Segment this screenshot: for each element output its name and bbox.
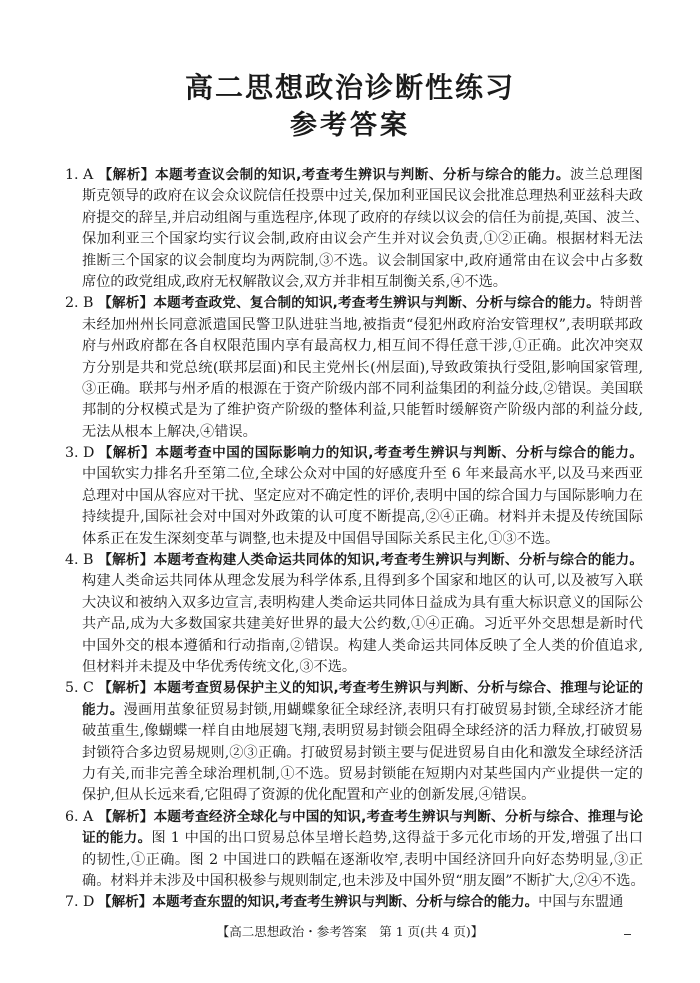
answer-line (65, 272, 643, 293)
analysis-heading: 【解析】本题考查构建人类命运共同体的知识,考查考生辨识与判断、分析与综合的能力。 (98, 552, 643, 569)
answer-label: 2. B (65, 295, 94, 312)
answer-line (65, 486, 643, 507)
answer-line (65, 315, 643, 336)
analysis-text: 中国软实力排名升至第二位,全球公众对中国的好感度升至 6 年来最高水平,以及马来西亚 (82, 466, 643, 483)
page-mark (624, 934, 631, 935)
answer-line (65, 186, 643, 207)
answer-line (65, 464, 643, 485)
analysis-heading: 能力。 (82, 701, 124, 718)
answer-line (65, 807, 643, 828)
analysis-text: 总理对中国从容应对干扰、坚定应对不确定性的评价,表明中国的综合国力与国际影响力在 (82, 487, 643, 504)
analysis-text: 无法从根本上解决,④错误。 (82, 423, 257, 440)
analysis-heading: 【解析】本题考查东盟的知识,考查考生辨识与判断、分析与综合的能力。 (98, 894, 539, 911)
answer-line (65, 507, 643, 528)
analysis-heading: 【解析】本题考查政党、复合制的知识,考查考生辨识与判断、分析与综合的能力。 (98, 295, 601, 312)
answer-line (65, 251, 643, 272)
analysis-text: 中国外交的根本遵循和行动指南,②错误。构建人类命运共同体反映了全人类的价值追求, (82, 637, 643, 654)
analysis-text: 但材料并未提及中华优秀传统文化,③不选。 (82, 658, 357, 675)
answer-item (65, 165, 649, 293)
analysis-heading: 【解析】本题考查中国的国际影响力的知识,考查考生辨识与判断、分析与综合的能力。 (98, 445, 643, 462)
answer-line (65, 400, 643, 421)
analysis-text: 的韧性,①正确。图 2 中国进口的跌幅在逐渐收窄,表明中国经济回升向好态势明显,③正 (82, 851, 643, 868)
answer-item (65, 293, 643, 443)
answer-line (65, 657, 643, 678)
answer-line (65, 358, 643, 379)
analysis-text: 中国与东盟通 (538, 894, 624, 911)
analysis-text: 体系正在发生深刻变革与调整,也未提及中国倡导国际关系民主化,①③不选。 (82, 530, 560, 547)
answer-line (65, 443, 643, 464)
answer-line (65, 529, 643, 550)
analysis-text: 特朗普 (600, 295, 643, 312)
answer-line (65, 293, 643, 314)
answer-line (65, 336, 643, 357)
answer-label: 3. D (65, 445, 95, 462)
answer-line (65, 871, 643, 892)
analysis-heading: 【解析】本题考查经济全球化与中国的知识,考查考生辨识与判断、分析与综合、推理与论 (98, 808, 643, 825)
analysis-text: 斯克领导的政府在议会众议院信任投票中过关,保加利亚国民议会批准总理热利亚兹科夫政 (82, 188, 643, 205)
analysis-text: 持续提升,国际社会对中国对外政策的认可度不断提高,②④正确。材料并未提及传统国际 (82, 509, 643, 526)
analysis-text: 共产品,成为大多数国家共建美好世界的最大公约数,①④正确。习近平外交思想是新时代 (82, 616, 643, 633)
analysis-text: 图 1 中国的出口贸易总体呈增长趋势,这得益于多元化市场的开发,增强了出口 (151, 830, 643, 847)
analysis-text: ③正确。联邦与州矛盾的根源在于资产阶级内部不同利益集团的利益分歧,②错误。美国联 (82, 380, 643, 397)
analysis-text: 府提交的辞呈,并启动组阁与重选程序,体现了政府的存续以议会的信任为前提,英国、波兰、 (82, 209, 649, 226)
answer-line (65, 636, 643, 657)
answer-line (65, 422, 643, 443)
answer-label: 5. C (65, 680, 94, 697)
analysis-text: 波兰总理图 (569, 167, 643, 183)
analysis-text: 漫画用茧象征贸易封锁,用蝴蝶象征全球经济,表明只有打破贸易封锁,全球经济才能 (123, 701, 643, 718)
answer-line (65, 743, 643, 764)
answer-line (65, 614, 643, 635)
answer-line (65, 850, 643, 871)
answer-item (65, 550, 643, 678)
answer-list (65, 165, 649, 914)
answer-line (65, 571, 643, 592)
answer-line (65, 785, 643, 806)
answer-item (65, 892, 643, 913)
answer-line (65, 165, 643, 186)
document-title: 高二思想政治诊断性练习 (184, 71, 515, 104)
analysis-text: 保护,但从长远来看,它阻碍了资源的优化配置和产业的创新发展,④错误。 (82, 787, 536, 804)
document-subtitle: 参考答案 (290, 110, 410, 141)
page-footer: 【高二思想政治・参考答案 第 1 页(共 4 页)】 (216, 924, 484, 939)
answer-item (65, 443, 643, 550)
analysis-text: 邦制的分权模式是为了维护资产阶级的整体利益,只能暂时缓解资产阶级内部的利益分歧, (82, 402, 643, 419)
analysis-text: 封锁符合多边贸易规则,②③正确。打破贸易封锁主要与促进贸易自由化和激发全球经济活 (82, 744, 643, 761)
analysis-text: 破茧重生,像蝴蝶一样自由地展翅飞翔,表明贸易封锁会阻碍全球经济的活力释放,打破贸易 (82, 723, 643, 740)
answer-line (65, 229, 643, 250)
answer-line (65, 764, 643, 785)
analysis-text: 保加利亚三个国家均实行议会制,政府由议会产生并对议会负责,①②正确。根据材料无法 (82, 231, 643, 248)
answer-line (65, 379, 643, 400)
analysis-text: 席位的政党组成,政府无权解散议会,双方并非相互制衡关系,④不选。 (82, 273, 507, 290)
answer-line (65, 700, 643, 721)
answer-line (65, 892, 643, 913)
analysis-text: 府与州政府都在各自权限范围内享有最高权力,相互间不得任意干涉,①正确。此次冲突双 (82, 338, 643, 355)
analysis-heading: 【解析】本题考查议会制的知识,考查考生辨识与判断、分析与综合的能力。 (98, 167, 570, 183)
answer-line (65, 828, 643, 849)
answer-line (65, 721, 643, 742)
answer-line (65, 678, 643, 699)
answer-label: 6. A (65, 808, 94, 825)
answer-line (65, 593, 643, 614)
answer-line (65, 550, 643, 571)
analysis-heading: 【解析】本题考查贸易保护主义的知识,考查考生辨识与判断、分析与综合、推理与论证的 (98, 680, 643, 697)
analysis-text: 推断三个国家的议会制度均为两院制,③不选。议会制国家中,政府通常由在议会中占多数 (82, 252, 643, 269)
analysis-text: 确。材料并未涉及中国积极参与规则制定,也未涉及中国外贸“朋友圈”不断扩大,②④不选。 (82, 872, 645, 889)
answer-label: 7. D (65, 894, 95, 911)
analysis-text: 方分别是共和党总统(联邦层面)和民主党州长(州层面),导致政策执行受阻,影响国家管理, (82, 359, 643, 376)
analysis-heading: 证的能力。 (82, 830, 152, 847)
analysis-text: 未经加州州长同意派遣国民警卫队进驻当地,被指责“侵犯州政府治安管理权”,表明联邦政 (82, 316, 643, 333)
analysis-text: 构建人类命运共同体从理念发展为科学体系,且得到多个国家和地区的认可,以及被写入联 (82, 573, 643, 590)
answer-label: 4. B (65, 552, 94, 569)
answer-label: 1. A (65, 167, 94, 183)
analysis-text: 力有关,而非完善全球治理机制,①不选。贸易封锁能在短期内对某些国内产业提供一定的 (82, 765, 643, 782)
answer-line (65, 208, 649, 229)
answer-item (65, 678, 643, 806)
answer-item (65, 807, 643, 893)
analysis-text: 大决议和被纳入双多边宣言,表明构建人类命运共同体日益成为具有重大标识意义的国际公 (82, 594, 643, 611)
